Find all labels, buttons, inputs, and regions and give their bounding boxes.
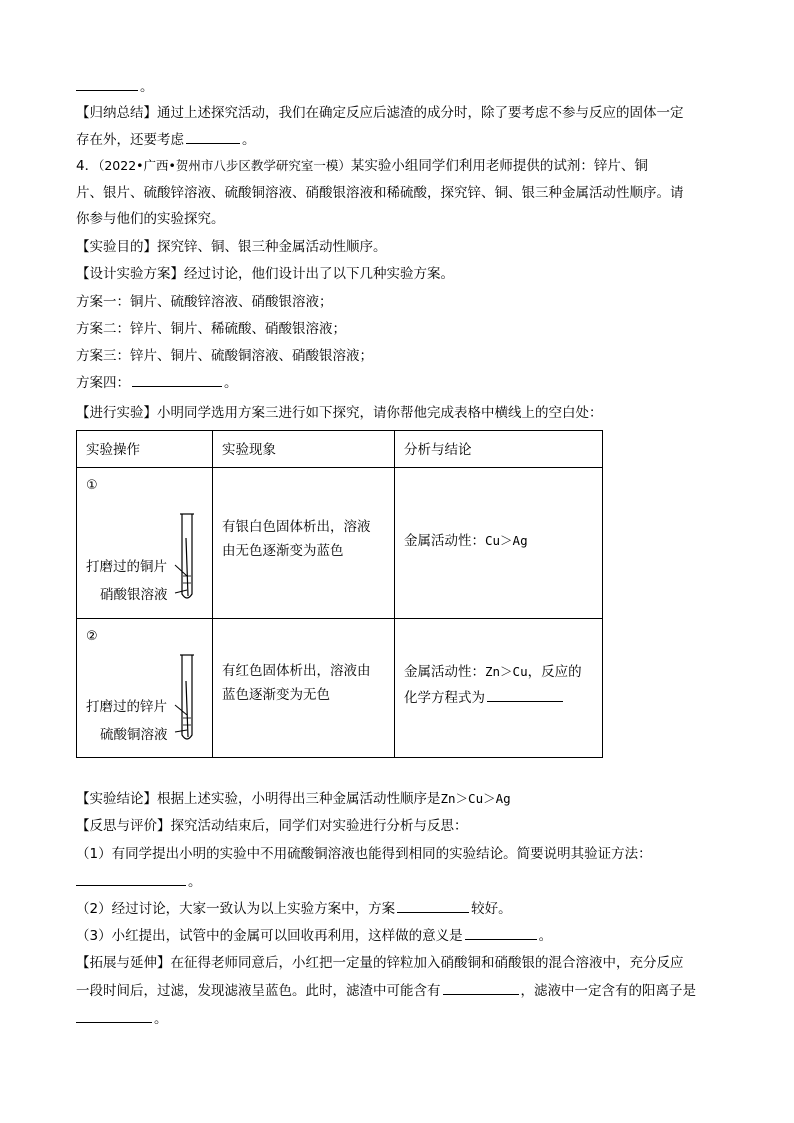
summary-line: [76, 102, 716, 124]
answer-blank[interactable]: [76, 1008, 152, 1023]
answer-blank[interactable]: [132, 372, 222, 387]
summary-line-2: [76, 129, 716, 151]
answer-blank[interactable]: [186, 129, 240, 144]
question-text: 片、银片、硫酸锌溶液、硫酸铜溶液、硝酸银溶液和稀硫酸，探究锌、铜、银三种金属活动性顺序。请: [76, 185, 684, 201]
table-header-cell: [213, 431, 395, 468]
question-text: 你参与他们的实验探究。: [76, 211, 225, 227]
reflect-line: [76, 815, 716, 837]
question-3-line: [76, 925, 716, 947]
extension-text: 在征得老师同意后，小红把一定量的锌粒加入硝酸铜和硝酸银的混合溶液中，充分反应: [170, 955, 684, 971]
activity-order-formula: Cu＞Ag: [485, 533, 528, 548]
plan-text: 方案一：铜片、硫酸锌溶液、硝酸银溶液；: [76, 294, 333, 310]
section-heading-reflect: 【反思与评价】: [76, 818, 171, 834]
answer-blank[interactable]: [397, 898, 469, 913]
answer-blank[interactable]: [487, 687, 563, 702]
diagram-label-metal: 打磨过的铜片: [86, 559, 167, 575]
operation-cell: [77, 619, 213, 758]
period: 。: [140, 79, 154, 95]
row-number: ①: [86, 478, 98, 493]
conclusion-cell: [395, 468, 603, 619]
answer-line-1: [76, 76, 716, 98]
question-intro-line-3: [76, 208, 716, 230]
observation-cell: [213, 619, 395, 758]
summary-text: 通过上述探究活动，我们在确定反应后滤渣的成分时，除了要考虑不参与反应的固体一定: [157, 105, 684, 121]
header-label: 实验操作: [86, 442, 140, 458]
period: 。: [242, 132, 256, 148]
conclusion-cell: [395, 619, 603, 758]
header-label: 实验现象: [222, 442, 276, 458]
sub-question-text: （3）小红提出，试管中的金属可以回收再利用，这样做的意义是: [76, 928, 463, 944]
conclusion-text: ，反应的: [527, 664, 582, 680]
row-number: ②: [86, 629, 98, 644]
sub-question-text: （2）经过讨论，大家一致认为以上实验方案中，方案: [76, 901, 396, 917]
reflect-text: 探究活动结束后，同学们对实验进行分析与反思：: [170, 818, 468, 834]
design-line: [76, 263, 716, 285]
question-text: 某实验小组同学们利用老师提供的试剂：锌片、铜: [350, 158, 648, 174]
extension-line-2: [76, 980, 726, 1002]
period: 。: [188, 874, 202, 890]
diagram-label-metal: 打磨过的锌片: [86, 699, 167, 715]
observation-text: 由无色逐渐变为蓝色: [222, 543, 344, 559]
experiment-table: [76, 430, 603, 758]
plan-text: 方案三：锌片、铜片、硫酸铜溶液、硝酸银溶液；: [76, 348, 373, 364]
period: 。: [538, 928, 553, 944]
question-intro-line-1: [76, 155, 716, 177]
extension-text: ，滤液中一定含有的阳离子是: [520, 983, 696, 999]
conclusion-line: [76, 788, 716, 810]
section-heading-summary: 【归纳总结】: [76, 105, 157, 121]
section-heading-conclusion: 【实验结论】: [76, 791, 157, 807]
question-number: 4．: [76, 158, 99, 174]
section-heading-extension: 【拓展与延伸】: [76, 955, 171, 971]
plan-3: [76, 345, 716, 367]
sub-question-text: （1）有同学提出小明的实验中不用硫酸铜溶液也能得到相同的实验结论。简要说明其验证方法：: [76, 846, 652, 862]
table-row: [77, 619, 603, 758]
observation-text: 有红色固体析出，溶液由: [222, 663, 371, 679]
purpose-text: 探究锌、铜、银三种金属活动性顺序。: [157, 239, 387, 255]
plan-text: 方案四：: [76, 375, 130, 391]
operation-cell: [77, 468, 213, 619]
diagram-label-solution: 硝酸银溶液: [100, 587, 168, 603]
diagram-label-solution: 硫酸铜溶液: [100, 727, 168, 743]
question-1-answer-line: [76, 871, 716, 893]
answer-blank[interactable]: [465, 925, 537, 940]
question-intro-line-2: [76, 182, 716, 204]
summary-text: 存在外，还要考虑: [76, 132, 184, 148]
plan-text: 方案二：锌片、铜片、稀硫酸、硝酸银溶液；: [76, 321, 346, 337]
conduct-text: 小明同学选用方案三进行如下探究，请你帮他完成表格中横线上的空白处：: [157, 405, 603, 421]
conclusion-text: 根据上述实验，小明得出三种金属活动性顺序是: [157, 791, 441, 807]
table-header-cell: [77, 431, 213, 468]
purpose-line: [76, 236, 716, 258]
sub-question-text: 较好。: [471, 901, 512, 917]
activity-order-formula: Zn＞Cu＞Ag: [440, 791, 511, 806]
plan-1: [76, 291, 716, 313]
table-header-row: [77, 431, 603, 468]
section-heading-purpose: 【实验目的】: [76, 239, 157, 255]
question-1-line: [76, 843, 726, 865]
extension-line-1: [76, 952, 726, 974]
answer-blank[interactable]: [443, 980, 519, 995]
observation-text: 有银白色固体析出，溶液: [222, 519, 371, 535]
conclusion-text: 金属活动性：: [404, 664, 485, 680]
plan-2: [76, 318, 716, 340]
question-2-line: [76, 898, 716, 920]
observation-text: 蓝色逐渐变为无色: [222, 687, 330, 703]
activity-order-formula: Zn＞Cu: [485, 664, 528, 679]
conclusion-text: 金属活动性：: [404, 533, 485, 549]
section-heading-conduct: 【进行实验】: [76, 405, 157, 421]
question-source: （2022•广西•贺州市八步区教学研究室一模）: [98, 158, 351, 173]
period: 。: [224, 375, 238, 391]
observation-cell: [213, 468, 395, 619]
conduct-line: [76, 402, 716, 424]
plan-4: [76, 372, 716, 394]
design-text: 经过讨论，他们设计出了以下几种实验方案。: [184, 266, 454, 282]
conclusion-text: 化学方程式为: [404, 690, 485, 706]
extension-line-3: [76, 1008, 716, 1030]
header-label: 分析与结论: [404, 442, 472, 458]
table-row: [77, 468, 603, 619]
answer-blank[interactable]: [76, 871, 186, 886]
section-heading-design: 【设计实验方案】: [76, 266, 184, 282]
period: 。: [154, 1011, 168, 1027]
answer-blank[interactable]: [76, 76, 138, 91]
extension-text: 一段时间后，过滤，发现滤液呈蓝色。此时，滤渣中可能含有: [76, 983, 441, 999]
table-header-cell: [395, 431, 603, 468]
